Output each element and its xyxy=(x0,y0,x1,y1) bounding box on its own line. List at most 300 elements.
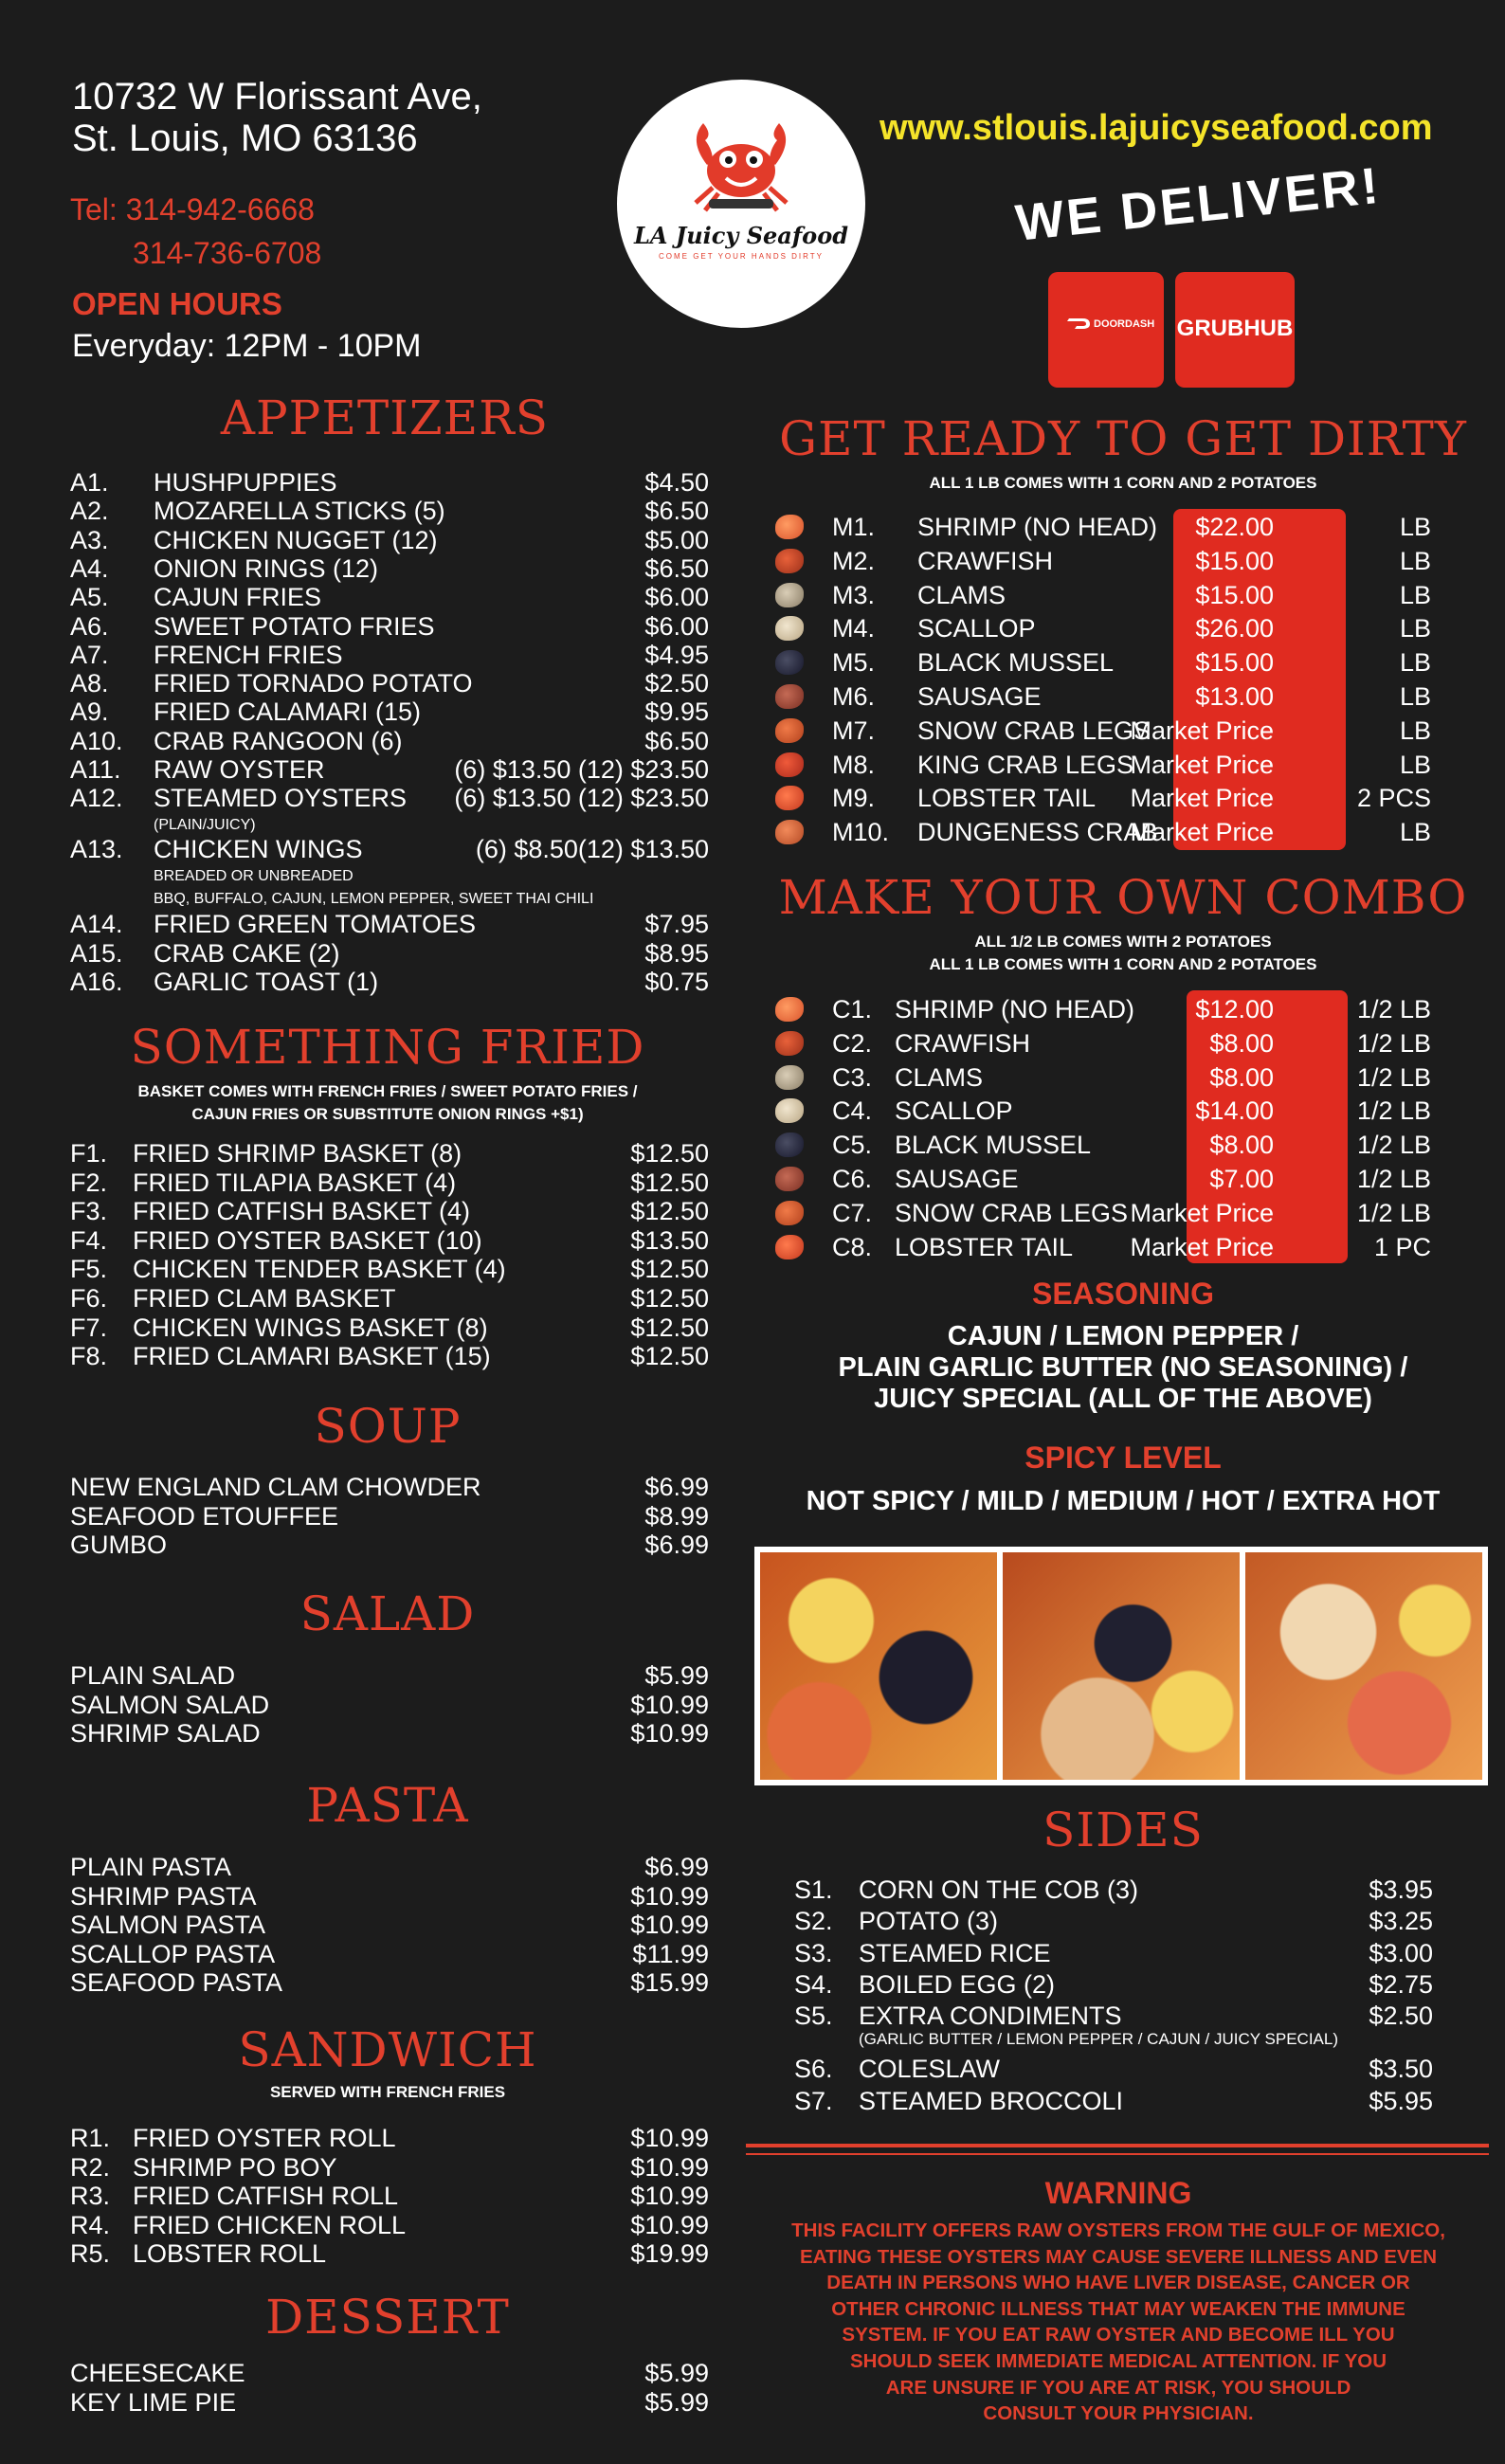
warning-line: SHOULD SEEK IMMEDIATE MEDICAL ATTENTION. IF YOU xyxy=(849,2349,1387,2372)
sandwich-row xyxy=(70,2124,709,2152)
a12-note: (PLAIN/JUICY) xyxy=(154,817,256,833)
item-price: $7.00 xyxy=(1209,1165,1274,1193)
item-price: $26.00 xyxy=(1195,614,1274,643)
item-name: POTATO (3) xyxy=(859,1907,999,1936)
item-unit: LB xyxy=(1399,614,1431,643)
spicy-levels: NOT SPICY / MILD / MEDIUM / HOT / EXTRA HOT xyxy=(806,1486,1441,1516)
warning-line: EATING THESE OYSTERS MAY CAUSE SEVERE ILLNESS AND EVEN xyxy=(799,2245,1438,2268)
appetizers-row xyxy=(70,554,709,583)
dirty-row xyxy=(775,716,1431,745)
item-price: $8.95 xyxy=(644,938,709,968)
item-name: CRAB CAKE (2) xyxy=(154,938,340,968)
item-name: BLACK MUSSEL xyxy=(917,648,1115,678)
item-code: C8. xyxy=(832,1232,873,1261)
item-price: $10.99 xyxy=(630,1719,709,1748)
item-code: A7. xyxy=(70,640,109,669)
item-code: R2. xyxy=(70,2152,111,2182)
item-name: FRIED GREEN TOMATOES xyxy=(154,910,477,939)
dirty-row xyxy=(775,547,1431,575)
warning-line: OTHER CHRONIC ILLNESS THAT MAY WEAKEN THE IMMUNE xyxy=(831,2297,1405,2320)
a13-note-2: BBQ, BUFFALO, CAJUN, LEMON PEPPER, SWEET THAI CHILI xyxy=(154,891,594,907)
dessert-title: DESSERT xyxy=(265,2290,510,2345)
item-code: C4. xyxy=(832,1096,873,1126)
item-code: M10. xyxy=(832,818,890,847)
salad-row xyxy=(70,1661,709,1690)
item-name: MOZARELLA STICKS (5) xyxy=(154,497,445,526)
item-price: $6.50 xyxy=(644,497,709,526)
warning-title: WARNING xyxy=(1044,2176,1192,2210)
item-name: FRIED SHRIMP BASKET (8) xyxy=(133,1139,462,1168)
item-code: R3. xyxy=(70,2182,111,2210)
item-price: $15.00 xyxy=(1195,648,1274,678)
item-price: (6) $13.50 (12) $23.50 xyxy=(454,784,709,813)
sides-title: SIDES xyxy=(1043,1803,1204,1857)
item-name: CHICKEN WINGS xyxy=(154,835,363,864)
combo-title: MAKE YOUR OWN COMBO xyxy=(778,870,1468,925)
fried-row xyxy=(70,1139,709,1168)
item-price: $3.50 xyxy=(1369,2055,1433,2084)
item-price: $10.99 xyxy=(630,1881,709,1911)
item-price: $6.00 xyxy=(644,583,709,612)
item-code: A9. xyxy=(70,698,109,727)
item-code: F3. xyxy=(70,1197,108,1226)
dessert-row xyxy=(70,2359,709,2387)
tel-label: Tel: xyxy=(70,192,118,226)
scallop-icon xyxy=(775,616,804,641)
item-code: A3. xyxy=(70,525,109,554)
appetizers-row xyxy=(70,468,709,497)
item-name: FRIED CLAM BASKET xyxy=(133,1284,396,1313)
clam-icon xyxy=(775,583,804,607)
appetizers-row xyxy=(70,910,709,938)
item-price: $6.99 xyxy=(644,1531,709,1559)
item-price: $15.00 xyxy=(1195,546,1274,575)
dirty-row xyxy=(775,614,1431,643)
item-name: CLAMS xyxy=(895,1062,984,1092)
item-price: $2.50 xyxy=(1369,2002,1433,2031)
item-name: LOBSTER TAIL xyxy=(895,1232,1074,1261)
sides-row xyxy=(794,1907,1433,1935)
item-name: CRAWFISH xyxy=(895,1028,1030,1058)
pasta-row xyxy=(70,1853,709,1881)
item-price: $15.00 xyxy=(1195,580,1274,609)
food-photo-3 xyxy=(1245,1552,1482,1780)
item-name: CAJUN FRIES xyxy=(154,583,322,612)
item-code: M4. xyxy=(832,614,876,643)
soup-row xyxy=(70,1473,709,1501)
salad-title: SALAD xyxy=(299,1586,476,1641)
item-price: $8.99 xyxy=(644,1501,709,1531)
item-name: FRIED CALAMARI (15) xyxy=(154,698,422,727)
appetizers-row xyxy=(70,939,709,968)
item-unit: 1/2 LB xyxy=(1356,1165,1431,1193)
mussel-icon xyxy=(775,1132,804,1157)
item-price: Market Price xyxy=(1130,818,1274,847)
warning-line: SYSTEM. IF YOU EAT RAW OYSTER AND BECOME ILL YOU xyxy=(842,2324,1395,2346)
item-name: HUSHPUPPIES xyxy=(154,468,337,497)
item-price: $3.25 xyxy=(1369,1907,1433,1936)
item-name: SHRIMP PO BOY xyxy=(133,2152,337,2182)
item-name: NEW ENGLAND CLAM CHOWDER xyxy=(70,1473,481,1501)
crawfish-icon xyxy=(775,549,804,573)
item-name: SHRIMP (NO HEAD) xyxy=(895,995,1135,1024)
item-price: $22.00 xyxy=(1195,513,1274,541)
item-code: A12. xyxy=(70,784,123,813)
item-code: C2. xyxy=(832,1028,873,1058)
item-unit: LB xyxy=(1399,750,1431,779)
pasta-row xyxy=(70,1940,709,1968)
seasoning-line-2: PLAIN GARLIC BUTTER (NO SEASONING) / xyxy=(838,1352,1408,1383)
item-name: STEAMED BROCCOLI xyxy=(859,2086,1124,2115)
item-code: M7. xyxy=(832,716,876,745)
item-price: $8.00 xyxy=(1209,1028,1274,1058)
snow-crab-icon xyxy=(775,718,804,743)
fried-row xyxy=(70,1169,709,1197)
item-code: C5. xyxy=(832,1131,873,1160)
item-code: A11. xyxy=(70,755,121,784)
item-price: $5.95 xyxy=(1369,2086,1433,2115)
appetizers-row xyxy=(70,583,709,611)
item-code: R4. xyxy=(70,2210,111,2239)
item-price: $12.50 xyxy=(630,1342,709,1371)
item-price: $5.00 xyxy=(644,525,709,554)
item-name: SALMON SALAD xyxy=(70,1690,270,1719)
item-price: $6.50 xyxy=(644,553,709,583)
item-name: SWEET POTATO FRIES xyxy=(154,611,435,641)
item-code: A16. xyxy=(70,967,123,996)
item-price: $10.99 xyxy=(630,2210,709,2239)
grubhub-button[interactable] xyxy=(1175,272,1295,388)
fried-title: SOMETHING FRIED xyxy=(130,1020,645,1075)
item-name: CLAMS xyxy=(917,580,1006,609)
item-unit: LB xyxy=(1399,546,1431,575)
item-code: A5. xyxy=(70,583,109,612)
appetizers-row xyxy=(70,698,709,726)
pasta-row xyxy=(70,1968,709,1997)
we-deliver: WE DELIVER! xyxy=(1012,156,1385,252)
doordash-icon xyxy=(1067,316,1092,331)
item-name: CHEESECAKE xyxy=(70,2359,245,2387)
phone-2[interactable]: 314-736-6708 xyxy=(133,236,322,270)
item-name: CORN ON THE COB (3) xyxy=(859,1875,1139,1904)
item-price: Market Price xyxy=(1130,750,1274,779)
item-code: M2. xyxy=(832,546,876,575)
item-name: SAUSAGE xyxy=(917,682,1042,711)
grubhub-label: GRUBHUB xyxy=(1176,316,1294,341)
sausage-icon xyxy=(775,1167,804,1191)
item-price: $12.50 xyxy=(630,1197,709,1226)
item-unit: 2 PCS xyxy=(1356,784,1431,813)
item-unit: 1/2 LB xyxy=(1356,995,1431,1024)
item-code: S3. xyxy=(794,1938,833,1967)
salad-row xyxy=(70,1719,709,1748)
sandwich-row xyxy=(70,2182,709,2210)
item-code: F6. xyxy=(70,1284,108,1313)
item-code: A2. xyxy=(70,497,109,526)
seasoning-line-3: JUICY SPECIAL (ALL OF THE ABOVE) xyxy=(874,1384,1372,1414)
item-name: SEAFOOD ETOUFFEE xyxy=(70,1501,339,1531)
pasta-title: PASTA xyxy=(306,1778,469,1833)
item-price: $12.50 xyxy=(630,1313,709,1342)
dirty-row xyxy=(775,682,1431,711)
address-line1: 10732 W Florissant Ave, xyxy=(72,76,482,118)
item-price: $4.95 xyxy=(644,640,709,669)
fried-row xyxy=(70,1342,709,1370)
logo-name: LA Juicy Seafood xyxy=(634,222,848,249)
dessert-row xyxy=(70,2388,709,2417)
item-price: Market Price xyxy=(1130,784,1274,813)
item-code: M6. xyxy=(832,682,876,711)
open-hours: Everyday: 12PM - 10PM xyxy=(72,328,422,364)
appetizers-row xyxy=(70,641,709,669)
item-name: FRIED OYSTER ROLL xyxy=(133,2124,396,2152)
sides-row xyxy=(794,2055,1433,2083)
item-unit: LB xyxy=(1399,648,1431,678)
item-name: BLACK MUSSEL xyxy=(895,1131,1092,1160)
pasta-row xyxy=(70,1882,709,1911)
item-code: A8. xyxy=(70,669,109,698)
sandwich-row xyxy=(70,2239,709,2268)
item-code: S1. xyxy=(794,1875,833,1904)
item-price: $3.00 xyxy=(1369,1938,1433,1967)
item-price: $10.99 xyxy=(630,2124,709,2152)
item-code: F8. xyxy=(70,1342,108,1371)
phone-block xyxy=(70,188,321,275)
food-photo-1 xyxy=(760,1552,997,1780)
clam-icon xyxy=(775,1065,804,1090)
dirty-row xyxy=(775,751,1431,779)
item-name: CHICKEN TENDER BASKET (4) xyxy=(133,1255,506,1284)
appetizers-title: APPETIZERS xyxy=(220,390,550,445)
item-price: $10.99 xyxy=(630,2182,709,2210)
dirty-subtitle: ALL 1 LB COMES WITH 1 CORN AND 2 POTATOES xyxy=(929,474,1317,492)
logo-tagline: COME GET YOUR HANDS DIRTY xyxy=(658,252,825,261)
fried-row xyxy=(70,1226,709,1255)
item-name: FRIED CATFISH ROLL xyxy=(133,2182,399,2210)
item-unit: 1/2 LB xyxy=(1356,1062,1431,1092)
dirty-title: GET READY TO GET DIRTY xyxy=(779,411,1467,466)
item-code: A15. xyxy=(70,938,123,968)
soup-title: SOUP xyxy=(314,1399,462,1454)
dirty-row xyxy=(775,513,1431,541)
item-code: M3. xyxy=(832,580,876,609)
item-name: FRIED TILAPIA BASKET (4) xyxy=(133,1168,457,1197)
item-price: $6.99 xyxy=(644,1853,709,1881)
item-price: $0.75 xyxy=(644,967,709,996)
item-price: $5.99 xyxy=(644,1661,709,1690)
item-name: EXTRA CONDIMENTS xyxy=(859,2002,1122,2031)
divider-2 xyxy=(746,2153,1489,2155)
combo-row xyxy=(775,1233,1431,1261)
fried-row xyxy=(70,1255,709,1283)
item-price: $6.99 xyxy=(644,1473,709,1501)
warning-line: DEATH IN PERSONS WHO HAVE LIVER DISEASE, CANCER OR xyxy=(826,2272,1410,2294)
appetizers-row xyxy=(70,755,709,784)
combo-row xyxy=(775,1199,1431,1227)
combo-row xyxy=(775,1131,1431,1159)
warning-line: ARE UNSURE IF YOU ARE AT RISK, YOU SHOULD xyxy=(885,2376,1351,2399)
item-name: SEAFOOD PASTA xyxy=(70,1968,283,1997)
item-code: A4. xyxy=(70,553,109,583)
item-name: DUNGENESS CRAB xyxy=(917,818,1158,847)
item-price: $13.50 xyxy=(630,1225,709,1255)
dirty-row xyxy=(775,648,1431,677)
combo-row xyxy=(775,1165,1431,1193)
combo-row xyxy=(775,1063,1431,1092)
item-unit: 1/2 LB xyxy=(1356,1096,1431,1126)
item-name: RAW OYSTER xyxy=(154,755,325,784)
seasoning-title: SEASONING xyxy=(1031,1277,1215,1311)
item-name: FRENCH FRIES xyxy=(154,640,343,669)
item-unit: LB xyxy=(1399,716,1431,745)
item-code: M1. xyxy=(832,513,876,541)
appetizers-row xyxy=(70,727,709,755)
combo-subtitle xyxy=(749,931,1497,976)
food-photo-strip xyxy=(754,1547,1488,1785)
website-link[interactable]: www.stlouis.lajuicyseafood.com xyxy=(879,108,1433,148)
item-name: PLAIN PASTA xyxy=(70,1853,232,1881)
logo xyxy=(617,80,865,328)
item-unit: LB xyxy=(1399,818,1431,847)
item-price: $10.99 xyxy=(630,2152,709,2182)
appetizers-row xyxy=(70,497,709,525)
item-price: $9.95 xyxy=(644,698,709,727)
item-code: R5. xyxy=(70,2239,111,2268)
item-name: SCALLOP PASTA xyxy=(70,1939,276,1968)
fried-row xyxy=(70,1314,709,1342)
phone-1[interactable]: 314-942-6668 xyxy=(125,192,315,226)
scallop-icon xyxy=(775,1098,804,1123)
item-price: $10.99 xyxy=(630,1690,709,1719)
item-code: S4. xyxy=(794,1969,833,1999)
sides-row xyxy=(794,1970,1433,1999)
item-unit: 1/2 LB xyxy=(1356,1198,1431,1227)
item-name: LOBSTER ROLL xyxy=(133,2239,327,2268)
item-name: STEAMED OYSTERS xyxy=(154,784,408,813)
item-price: $11.99 xyxy=(632,1939,709,1968)
a13-note-1: BREADED OR UNBREADED xyxy=(154,868,354,884)
item-name: SNOW CRAB LEGS xyxy=(917,716,1151,745)
item-price: Market Price xyxy=(1130,716,1274,745)
item-code: F4. xyxy=(70,1225,108,1255)
item-price: $4.50 xyxy=(644,468,709,497)
item-unit: LB xyxy=(1399,682,1431,711)
item-price: $5.99 xyxy=(644,2387,709,2417)
item-code: C6. xyxy=(832,1165,873,1193)
warning-line: THIS FACILITY OFFERS RAW OYSTERS FROM THE GULF OF MEXICO, xyxy=(791,2219,1445,2241)
sandwich-row xyxy=(70,2153,709,2182)
item-unit: LB xyxy=(1399,513,1431,541)
item-code: F7. xyxy=(70,1313,108,1342)
item-code: M8. xyxy=(832,750,876,779)
item-name: LOBSTER TAIL xyxy=(917,784,1097,813)
item-name: BOILED EGG (2) xyxy=(859,1969,1056,1999)
lobster-icon xyxy=(775,1235,804,1259)
item-name: COLESLAW xyxy=(859,2055,1001,2084)
item-name: CHICKEN NUGGET (12) xyxy=(154,525,438,554)
item-price: $2.75 xyxy=(1369,1969,1433,1999)
item-code: A6. xyxy=(70,611,109,641)
item-price: $19.99 xyxy=(630,2239,709,2268)
dirty-row xyxy=(775,818,1431,846)
item-unit: 1/2 LB xyxy=(1356,1028,1431,1058)
mussel-icon xyxy=(775,650,804,675)
item-price: $6.50 xyxy=(644,726,709,755)
crawfish-icon xyxy=(775,1031,804,1056)
item-name: GUMBO xyxy=(70,1531,168,1559)
sandwich-subtitle: SERVED WITH FRENCH FRIES xyxy=(269,2083,506,2101)
item-price: Market Price xyxy=(1130,1232,1274,1261)
item-code: S5. xyxy=(794,2002,833,2031)
seasoning-line-1: CAJUN / LEMON PEPPER / xyxy=(947,1321,1299,1351)
item-unit: 1 PC xyxy=(1373,1232,1431,1261)
item-name: FRIED CLAMARI BASKET (15) xyxy=(133,1342,491,1371)
sides-row xyxy=(794,2002,1433,2030)
item-price: $15.99 xyxy=(630,1968,709,1997)
item-name: CHICKEN WINGS BASKET (8) xyxy=(133,1313,488,1342)
warning-line: CONSULT YOUR PHYSICIAN. xyxy=(983,2402,1254,2425)
combo-row xyxy=(775,1029,1431,1058)
combo-sub-1: ALL 1/2 LB COMES WITH 2 POTATOES xyxy=(974,933,1272,951)
sides-row xyxy=(794,1875,1433,1904)
fried-subtitle xyxy=(0,1080,775,1126)
item-name: FRIED TORNADO POTATO xyxy=(154,669,473,698)
item-price: $8.00 xyxy=(1209,1131,1274,1160)
item-code: M9. xyxy=(832,784,876,813)
item-code: F5. xyxy=(70,1255,108,1284)
item-name: SALMON PASTA xyxy=(70,1911,266,1939)
item-name: STEAMED RICE xyxy=(859,1938,1051,1967)
doordash-label: DOORDASH xyxy=(1094,318,1155,330)
item-name: SHRIMP (NO HEAD) xyxy=(917,513,1158,541)
item-price: (6) $8.50(12) $13.50 xyxy=(475,835,709,864)
item-price: $12.50 xyxy=(630,1139,709,1168)
doordash-button[interactable] xyxy=(1048,272,1164,388)
item-code: S6. xyxy=(794,2055,833,2084)
shrimp-icon xyxy=(775,997,804,1022)
item-unit: LB xyxy=(1399,580,1431,609)
item-name: ONION RINGS (12) xyxy=(154,553,379,583)
item-code: C7. xyxy=(832,1198,873,1227)
item-name: SCALLOP xyxy=(895,1096,1013,1126)
appetizers-row xyxy=(70,669,709,698)
item-name: FRIED CATFISH BASKET (4) xyxy=(133,1197,471,1226)
item-price: $12.00 xyxy=(1195,995,1274,1024)
item-code: A14. xyxy=(70,910,123,939)
item-code: S2. xyxy=(794,1907,833,1936)
item-price: $2.50 xyxy=(644,669,709,698)
item-price: $13.00 xyxy=(1195,682,1274,711)
item-code: C3. xyxy=(832,1062,873,1092)
item-price: $14.00 xyxy=(1195,1096,1274,1126)
warning-text xyxy=(749,2218,1488,2427)
address xyxy=(72,76,482,159)
item-price: $12.50 xyxy=(630,1168,709,1197)
item-name: GARLIC TOAST (1) xyxy=(154,967,379,996)
appetizers-row xyxy=(70,526,709,554)
item-price: $8.00 xyxy=(1209,1062,1274,1092)
item-name: KING CRAB LEGS xyxy=(917,750,1134,779)
soup-row xyxy=(70,1502,709,1531)
fried-sub-1: BASKET COMES WITH FRENCH FRIES / SWEET POTATO FRIES / xyxy=(137,1082,638,1100)
item-code: M5. xyxy=(832,648,876,678)
item-price: $6.00 xyxy=(644,611,709,641)
dirty-row xyxy=(775,784,1431,812)
item-code: F2. xyxy=(70,1168,108,1197)
item-code: A10. xyxy=(70,726,123,755)
item-price: $12.50 xyxy=(630,1255,709,1284)
appetizers-row xyxy=(70,612,709,641)
